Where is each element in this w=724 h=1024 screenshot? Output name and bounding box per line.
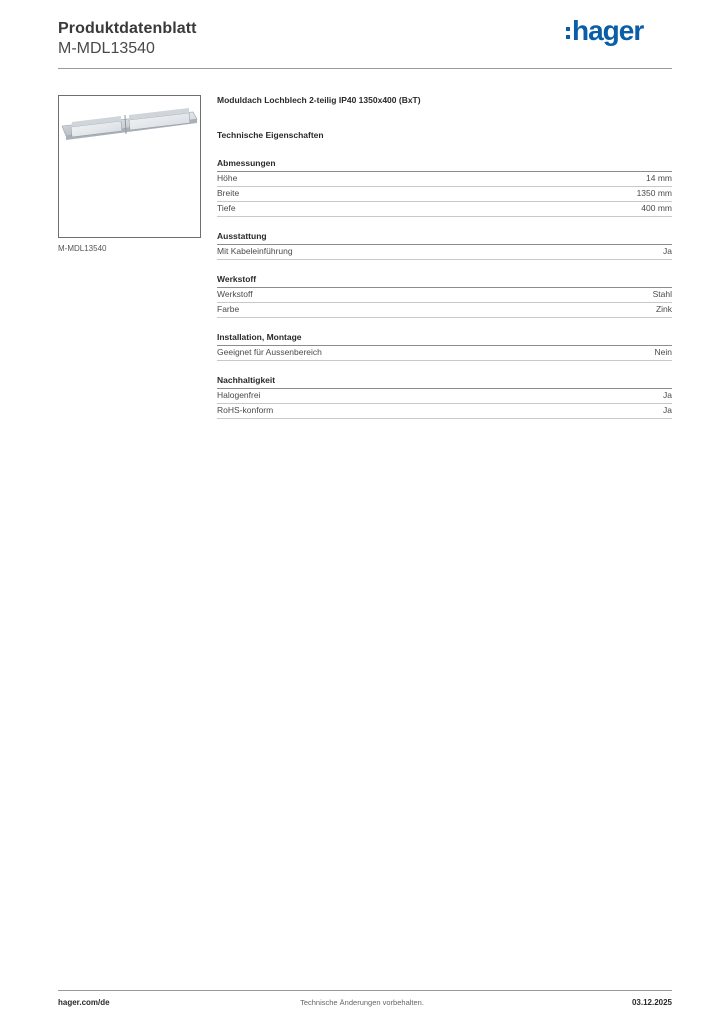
header-divider	[58, 68, 672, 69]
property-row	[217, 346, 672, 361]
footer-divider	[58, 990, 672, 991]
property-group-equipment	[217, 231, 672, 260]
property-label: Tiefe	[217, 203, 236, 213]
property-row	[217, 303, 672, 318]
property-label: Halogenfrei	[217, 390, 261, 400]
group-title: Abmessungen	[217, 158, 672, 172]
property-row	[217, 288, 672, 303]
property-row	[217, 202, 672, 217]
property-group-installation	[217, 332, 672, 361]
roof-panel-illustration	[59, 96, 200, 237]
property-label: Breite	[217, 188, 240, 198]
property-label: Höhe	[217, 173, 238, 183]
property-label: RoHS-konform	[217, 405, 274, 415]
product-code: M-MDL13540	[58, 40, 155, 57]
property-label: Mit Kabeleinführung	[217, 246, 293, 256]
image-caption: M-MDL13540	[58, 244, 107, 253]
document-title: Produktdatenblatt	[58, 20, 197, 37]
product-details	[217, 95, 672, 419]
group-title: Ausstattung	[217, 231, 672, 245]
property-row	[217, 245, 672, 260]
logo-dots-icon	[566, 27, 570, 39]
group-title: Installation, Montage	[217, 332, 672, 346]
group-title: Nachhaltigkeit	[217, 375, 672, 389]
product-name: Moduldach Lochblech 2-teilig IP40 1350x400 (BxT)	[217, 95, 421, 105]
property-value: 14 mm	[646, 173, 672, 183]
property-value: Ja	[663, 390, 672, 400]
document-header	[58, 20, 197, 58]
hager-logo	[566, 14, 643, 48]
property-row	[217, 389, 672, 404]
logo-wordmark: hager	[572, 15, 644, 46]
property-label: Farbe	[217, 304, 240, 314]
footer-date: 03.12.2025	[631, 998, 672, 1007]
property-row	[217, 404, 672, 419]
section-heading: Technische Eigenschaften	[217, 130, 324, 140]
property-value: 400 mm	[641, 203, 672, 213]
group-title: Werkstoff	[217, 274, 672, 288]
property-value: Nein	[654, 347, 672, 357]
property-label: Werkstoff	[217, 289, 253, 299]
property-group-dimensions	[217, 158, 672, 217]
property-row	[217, 187, 672, 202]
property-row	[217, 172, 672, 187]
property-value: Stahl	[652, 289, 672, 299]
property-group-material	[217, 274, 672, 318]
footer-notice: Technische Änderungen vorbehalten.	[300, 998, 424, 1007]
footer-website-link[interactable]: hager.com/de	[58, 998, 110, 1007]
property-group-sustainability	[217, 375, 672, 419]
property-label: Geeignet für Aussenbereich	[217, 347, 322, 357]
property-value: Ja	[663, 405, 672, 415]
property-value: 1350 mm	[636, 188, 672, 198]
property-value: Zink	[655, 304, 672, 314]
product-image	[58, 95, 201, 238]
property-value: Ja	[663, 246, 672, 256]
